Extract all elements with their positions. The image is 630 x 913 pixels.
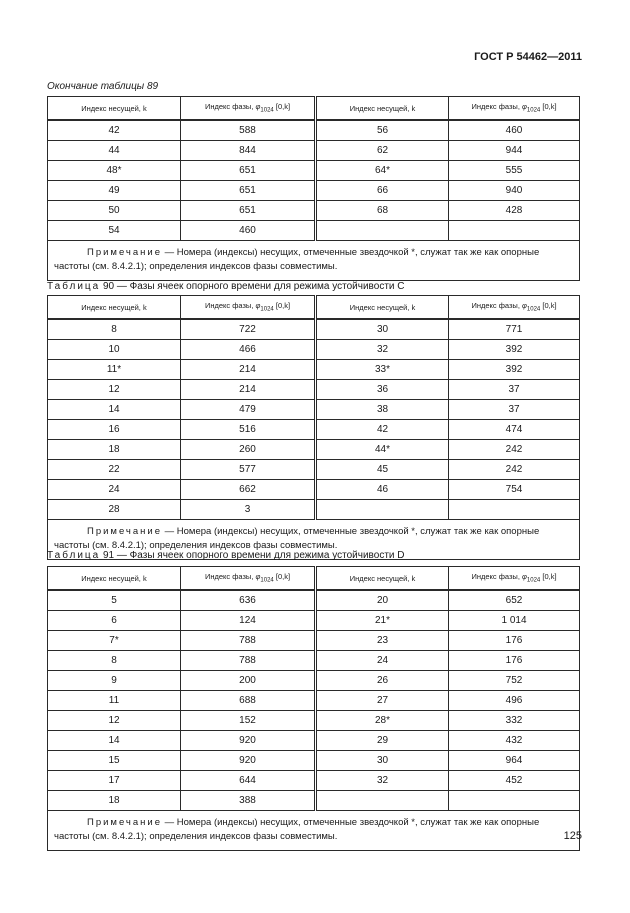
table-cell: 64* <box>316 161 449 181</box>
table-row <box>48 181 580 201</box>
table-cell: 920 <box>181 751 316 771</box>
table-cell: 516 <box>181 420 316 440</box>
note-text: — Номера (индексы) несущих, отмеченные звездочкой *, служат так же как опорные частоты (см. 8.4.2.1); определения индексов фазы совместимы. <box>54 526 540 551</box>
table-cell: 28* <box>316 711 449 731</box>
table-row <box>48 751 580 771</box>
caption-text: Окончание таблицы 89 <box>47 81 159 92</box>
table-row <box>48 221 580 241</box>
table-cell <box>449 791 580 811</box>
table-cell: 651 <box>181 161 316 181</box>
table-row <box>48 611 580 631</box>
caption-label: Таблица <box>47 550 101 561</box>
table-91 <box>47 566 580 851</box>
table-cell: 176 <box>449 651 580 671</box>
table-cell <box>449 500 580 520</box>
table-body <box>48 319 580 560</box>
table-cell: 27 <box>316 691 449 711</box>
table-cell: 6 <box>48 611 181 631</box>
table-cell: 48* <box>48 161 181 181</box>
table-cell: 17 <box>48 771 181 791</box>
table-cell: 260 <box>181 440 316 460</box>
table-cell: 56 <box>316 120 449 141</box>
note-text: — Номера (индексы) несущих, отмеченные звездочкой *, служат так же как опорные частоты (см. 8.4.2.1); определения индексов фазы совместимы. <box>54 247 540 272</box>
column-header-carrier: Индекс несущей, k <box>48 567 181 591</box>
table-row <box>48 651 580 671</box>
table-cell: 452 <box>449 771 580 791</box>
table-cell: 152 <box>181 711 316 731</box>
column-header-phase: Индекс фазы, $\varphi_{1024}$ [0,k] <box>449 296 580 320</box>
table-cell: 428 <box>449 201 580 221</box>
table-row <box>48 731 580 751</box>
table-cell: 28 <box>48 500 181 520</box>
table-cell: 214 <box>181 380 316 400</box>
table-cell: 8 <box>48 651 181 671</box>
column-header-phase: Индекс фазы, $\varphi_{1024}$ [0,k] <box>181 296 316 320</box>
table-cell: 662 <box>181 480 316 500</box>
table-cell: 12 <box>48 711 181 731</box>
table-cell: 54 <box>48 221 181 241</box>
table-cell: 920 <box>181 731 316 751</box>
table-cell: 21* <box>316 611 449 631</box>
table-row <box>48 711 580 731</box>
table-row <box>48 161 580 181</box>
caption-text: 90 — Фазы ячеек опорного времени для режима устойчивости С <box>103 281 405 292</box>
table-cell: 788 <box>181 631 316 651</box>
page-number: 125 <box>563 830 582 842</box>
table-cell: 29 <box>316 731 449 751</box>
table-cell: 8 <box>48 319 181 340</box>
table-cell: 45 <box>316 460 449 480</box>
table-cell: 636 <box>181 590 316 611</box>
table-row <box>48 691 580 711</box>
column-header-carrier: Индекс несущей, k <box>48 97 181 121</box>
table-cell: 14 <box>48 400 181 420</box>
table-cell: 44* <box>316 440 449 460</box>
table-body <box>48 120 580 281</box>
column-header-carrier: Индекс несущей, k <box>316 97 449 121</box>
table-cell: 18 <box>48 440 181 460</box>
table-cell: 9 <box>48 671 181 691</box>
table-cell: 242 <box>449 460 580 480</box>
table-cell: 242 <box>449 440 580 460</box>
table-row <box>48 340 580 360</box>
table-cell: 651 <box>181 181 316 201</box>
table-cell: 33* <box>316 360 449 380</box>
table-note-row <box>48 241 580 281</box>
table-cell: 555 <box>449 161 580 181</box>
table-cell: 754 <box>449 480 580 500</box>
table-cell: 474 <box>449 420 580 440</box>
table-cell: 24 <box>316 651 449 671</box>
column-header-phase: Индекс фазы, $\varphi_{1024}$ [0,k] <box>449 567 580 591</box>
table-cell: 20 <box>316 590 449 611</box>
table-cell <box>316 221 449 241</box>
table-cell: 38 <box>316 400 449 420</box>
table-cell: 844 <box>181 141 316 161</box>
table-row <box>48 500 580 520</box>
table-cell: 124 <box>181 611 316 631</box>
table-cell: 30 <box>316 751 449 771</box>
table-cell: 588 <box>181 120 316 141</box>
table-cell: 66 <box>316 181 449 201</box>
table-note <box>48 811 580 851</box>
table-row <box>48 380 580 400</box>
table-90 <box>47 295 580 560</box>
note-label: Примечание <box>87 817 162 828</box>
table-cell: 752 <box>449 671 580 691</box>
table-cell: 42 <box>48 120 181 141</box>
column-header-carrier: Индекс несущей, k <box>316 296 449 320</box>
table-cell: 392 <box>449 360 580 380</box>
table-cell: 460 <box>181 221 316 241</box>
table-cell: 722 <box>181 319 316 340</box>
table-row <box>48 771 580 791</box>
table-row <box>48 360 580 380</box>
table-cell: 46 <box>316 480 449 500</box>
table-cell <box>316 500 449 520</box>
table-cell: 23 <box>316 631 449 651</box>
table-cell <box>316 791 449 811</box>
table-row <box>48 590 580 611</box>
table-cell: 496 <box>449 691 580 711</box>
table-cell: 44 <box>48 141 181 161</box>
table-cell: 24 <box>48 480 181 500</box>
note-label: Примечание <box>87 247 162 258</box>
table-cell: 392 <box>449 340 580 360</box>
caption-text: 91 — Фазы ячеек опорного времени для режима устойчивости D <box>103 550 405 561</box>
column-header-phase: Индекс фазы, $\varphi_{1024}$ [0,k] <box>181 567 316 591</box>
column-header-carrier: Индекс несущей, k <box>48 296 181 320</box>
table-row <box>48 201 580 221</box>
table-cell: 32 <box>316 340 449 360</box>
table-cell: 22 <box>48 460 181 480</box>
table-cell: 11 <box>48 691 181 711</box>
table-cell: 466 <box>181 340 316 360</box>
table-cell: 30 <box>316 319 449 340</box>
table-cell: 688 <box>181 691 316 711</box>
table-row <box>48 631 580 651</box>
column-header-phase: Индекс фазы, $\varphi_{1024}$ [0,k] <box>181 97 316 121</box>
table-cell: 432 <box>449 731 580 751</box>
column-header-phase: Индекс фазы, $\varphi_{1024}$ [0,k] <box>449 97 580 121</box>
table-cell: 788 <box>181 651 316 671</box>
table-90-caption <box>47 281 404 292</box>
standard-code: ГОСТ Р 54462—2011 <box>474 51 582 63</box>
table-cell: 771 <box>449 319 580 340</box>
table-row <box>48 120 580 141</box>
table-cell: 176 <box>449 631 580 651</box>
table-note-row <box>48 811 580 851</box>
table-cell: 18 <box>48 791 181 811</box>
table-89 <box>47 96 580 281</box>
note-text: — Номера (индексы) несущих, отмеченные звездочкой *, служат так же как опорные частоты (см. 8.4.2.1); определения индексов фазы совместимы. <box>54 817 540 842</box>
table-row <box>48 460 580 480</box>
table-91-caption <box>47 550 404 561</box>
table-cell: 964 <box>449 751 580 771</box>
column-header-carrier: Индекс несущей, k <box>316 567 449 591</box>
table-cell <box>449 221 580 241</box>
table-cell: 12 <box>48 380 181 400</box>
table-row <box>48 400 580 420</box>
table-89-caption <box>47 81 158 92</box>
table-cell: 50 <box>48 201 181 221</box>
table-row <box>48 319 580 340</box>
table-cell: 3 <box>181 500 316 520</box>
table-cell: 62 <box>316 141 449 161</box>
table-cell: 16 <box>48 420 181 440</box>
table-cell: 388 <box>181 791 316 811</box>
table-cell: 200 <box>181 671 316 691</box>
table-note <box>48 241 580 281</box>
table-row <box>48 141 580 161</box>
table-cell: 7* <box>48 631 181 651</box>
table-cell: 1 014 <box>449 611 580 631</box>
table-cell: 651 <box>181 201 316 221</box>
caption-label: Таблица <box>47 281 101 292</box>
table-row <box>48 480 580 500</box>
table-cell: 11* <box>48 360 181 380</box>
table-row <box>48 791 580 811</box>
table-body <box>48 590 580 851</box>
table-row <box>48 671 580 691</box>
table-cell: 5 <box>48 590 181 611</box>
table-cell: 49 <box>48 181 181 201</box>
table-cell: 214 <box>181 360 316 380</box>
table-cell: 36 <box>316 380 449 400</box>
table-cell: 42 <box>316 420 449 440</box>
table-cell: 332 <box>449 711 580 731</box>
table-cell: 26 <box>316 671 449 691</box>
table-cell: 32 <box>316 771 449 791</box>
table-cell: 460 <box>449 120 580 141</box>
table-cell: 10 <box>48 340 181 360</box>
table-row <box>48 440 580 460</box>
table-cell: 479 <box>181 400 316 420</box>
table-cell: 15 <box>48 751 181 771</box>
table-cell: 652 <box>449 590 580 611</box>
table-cell: 68 <box>316 201 449 221</box>
table-cell: 644 <box>181 771 316 791</box>
table-row <box>48 420 580 440</box>
table-cell: 14 <box>48 731 181 751</box>
table-cell: 37 <box>449 380 580 400</box>
table-cell: 944 <box>449 141 580 161</box>
table-cell: 37 <box>449 400 580 420</box>
table-cell: 577 <box>181 460 316 480</box>
table-cell: 940 <box>449 181 580 201</box>
note-label: Примечание <box>87 526 162 537</box>
